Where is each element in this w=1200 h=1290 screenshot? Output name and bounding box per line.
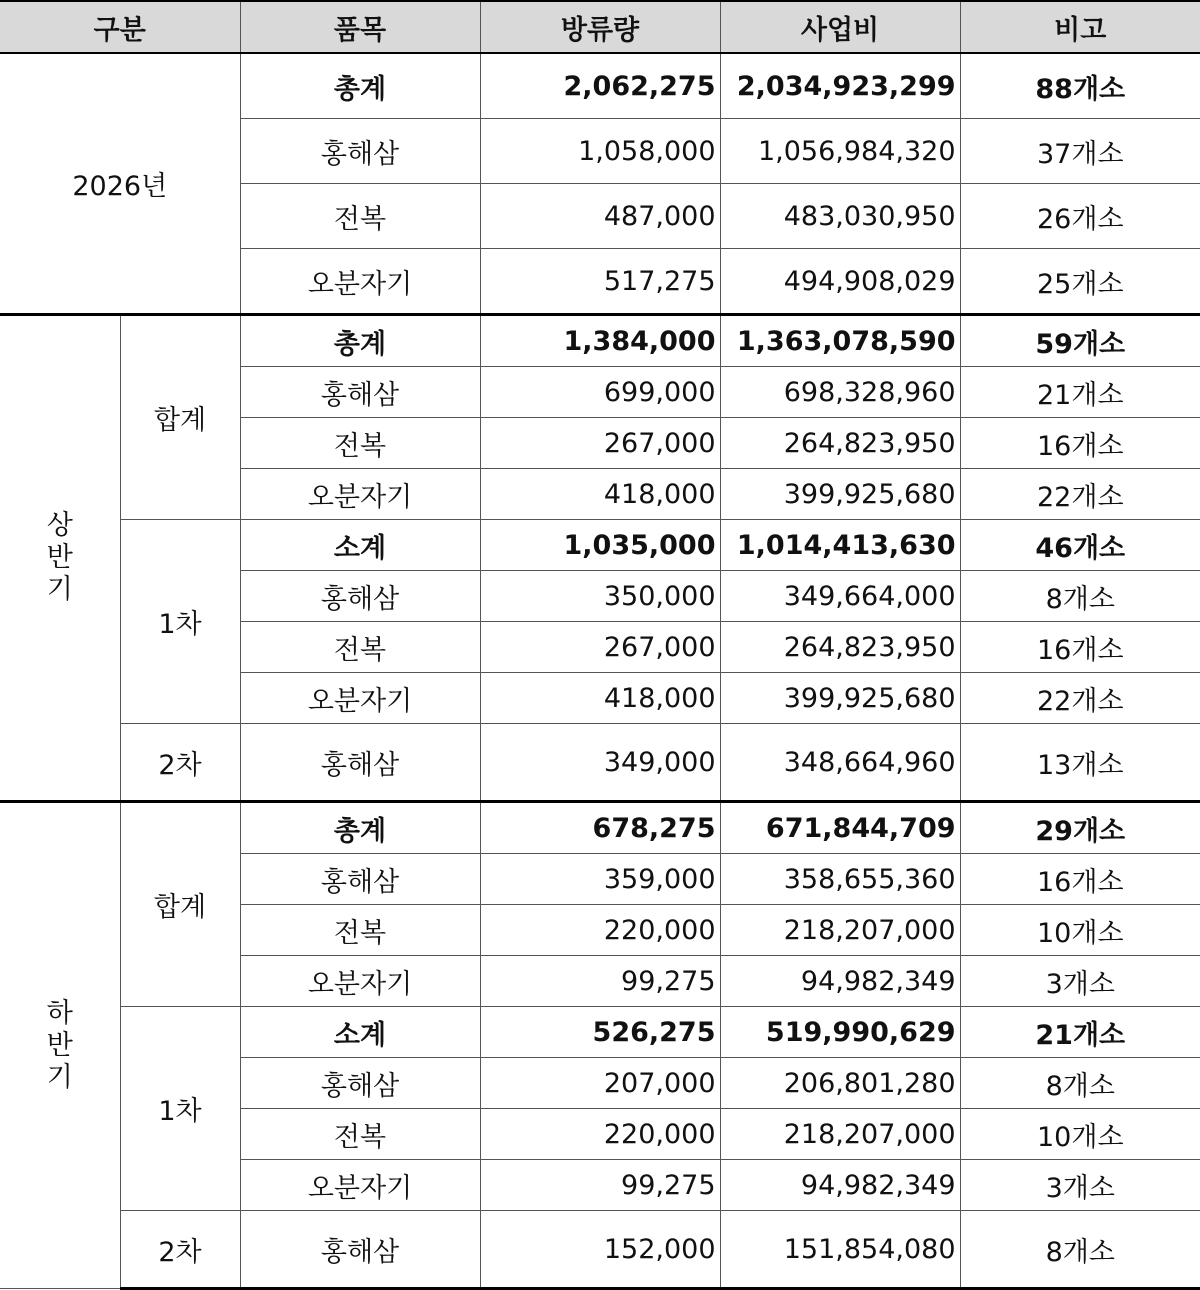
quantity-cell: 152,000 (480, 1211, 720, 1289)
quantity-cell: 349,000 (480, 724, 720, 802)
second-half-round2-label: 2차 (120, 1211, 240, 1289)
item-cell: 총계 (240, 315, 480, 367)
item-cell: 총계 (240, 53, 480, 119)
table-row (0, 724, 1200, 802)
second-half-char: 하 (46, 997, 73, 1029)
cost-cell: 494,908,029 (720, 249, 960, 315)
item-cell: 총계 (240, 802, 480, 854)
cost-cell: 1,363,078,590 (720, 315, 960, 367)
note-cell: 3개소 (960, 956, 1200, 1007)
second-half-label (0, 802, 120, 1289)
note-cell: 26개소 (960, 184, 1200, 249)
item-cell: 홍해삼 (240, 854, 480, 905)
item-cell: 홍해삼 (240, 1058, 480, 1109)
item-cell: 홍해삼 (240, 1211, 480, 1289)
cost-cell: 94,982,349 (720, 1160, 960, 1211)
quantity-cell: 220,000 (480, 1109, 720, 1160)
item-cell: 소계 (240, 520, 480, 571)
cost-cell: 151,854,080 (720, 1211, 960, 1289)
first-half-char: 기 (46, 574, 73, 605)
first-half-char: 반 (46, 542, 73, 573)
quantity-cell: 1,384,000 (480, 315, 720, 367)
cost-cell: 698,328,960 (720, 367, 960, 418)
quantity-cell: 220,000 (480, 905, 720, 956)
note-cell: 59개소 (960, 315, 1200, 367)
quantity-cell: 1,058,000 (480, 119, 720, 184)
note-cell: 16개소 (960, 622, 1200, 673)
cost-cell: 1,014,413,630 (720, 520, 960, 571)
cost-cell: 218,207,000 (720, 905, 960, 956)
item-cell: 오분자기 (240, 1160, 480, 1211)
cost-cell: 348,664,960 (720, 724, 960, 802)
note-cell: 21개소 (960, 1007, 1200, 1058)
item-cell: 홍해삼 (240, 119, 480, 184)
note-cell: 88개소 (960, 53, 1200, 119)
item-cell: 전복 (240, 905, 480, 956)
item-cell: 오분자기 (240, 469, 480, 520)
quantity-cell: 699,000 (480, 367, 720, 418)
cost-cell: 483,030,950 (720, 184, 960, 249)
header-note: 비고 (960, 1, 1200, 53)
item-cell: 오분자기 (240, 673, 480, 724)
note-cell: 8개소 (960, 1211, 1200, 1289)
note-cell: 22개소 (960, 469, 1200, 520)
item-cell: 홍해삼 (240, 571, 480, 622)
quantity-cell: 517,275 (480, 249, 720, 315)
cost-cell: 264,823,950 (720, 418, 960, 469)
cost-cell: 399,925,680 (720, 469, 960, 520)
cost-cell: 349,664,000 (720, 571, 960, 622)
quantity-cell: 207,000 (480, 1058, 720, 1109)
note-cell: 46개소 (960, 520, 1200, 571)
second-half-round1-label: 1차 (120, 1007, 240, 1211)
note-cell: 10개소 (960, 1109, 1200, 1160)
header-category: 구분 (0, 1, 240, 53)
cost-cell: 358,655,360 (720, 854, 960, 905)
first-half-round2-label: 2차 (120, 724, 240, 802)
quantity-cell: 99,275 (480, 1160, 720, 1211)
header-quantity: 방류량 (480, 1, 720, 53)
second-half-char: 기 (46, 1061, 73, 1093)
year-label: 2026년 (0, 53, 240, 315)
note-cell: 29개소 (960, 802, 1200, 854)
header-row (0, 1, 1200, 53)
table-row (0, 1211, 1200, 1289)
note-cell: 22개소 (960, 673, 1200, 724)
cost-cell: 264,823,950 (720, 622, 960, 673)
quantity-cell: 678,275 (480, 802, 720, 854)
cost-cell: 94,982,349 (720, 956, 960, 1007)
item-cell: 홍해삼 (240, 367, 480, 418)
table-row (0, 315, 1200, 367)
cost-cell: 1,056,984,320 (720, 119, 960, 184)
quantity-cell: 526,275 (480, 1007, 720, 1058)
note-cell: 13개소 (960, 724, 1200, 802)
second-half-total-label: 합계 (120, 802, 240, 1007)
item-cell: 전복 (240, 418, 480, 469)
quantity-cell: 418,000 (480, 673, 720, 724)
header-item: 품목 (240, 1, 480, 53)
table-row (0, 802, 1200, 854)
cost-cell: 519,990,629 (720, 1007, 960, 1058)
first-half-char: 상 (46, 510, 73, 541)
first-half-round1-label: 1차 (120, 520, 240, 724)
note-cell: 16개소 (960, 854, 1200, 905)
note-cell: 37개소 (960, 119, 1200, 184)
quantity-cell: 2,062,275 (480, 53, 720, 119)
header-cost: 사업비 (720, 1, 960, 53)
item-cell: 전복 (240, 184, 480, 249)
note-cell: 3개소 (960, 1160, 1200, 1211)
quantity-cell: 267,000 (480, 622, 720, 673)
note-cell: 16개소 (960, 418, 1200, 469)
table-row (0, 1007, 1200, 1058)
table-row (0, 520, 1200, 571)
cost-cell: 399,925,680 (720, 673, 960, 724)
note-cell: 10개소 (960, 905, 1200, 956)
quantity-cell: 487,000 (480, 184, 720, 249)
note-cell: 21개소 (960, 367, 1200, 418)
quantity-cell: 359,000 (480, 854, 720, 905)
item-cell: 오분자기 (240, 956, 480, 1007)
cost-cell: 206,801,280 (720, 1058, 960, 1109)
note-cell: 25개소 (960, 249, 1200, 315)
first-half-label (0, 315, 120, 802)
first-half-total-label: 합계 (120, 315, 240, 520)
quantity-cell: 418,000 (480, 469, 720, 520)
quantity-cell: 267,000 (480, 418, 720, 469)
cost-cell: 218,207,000 (720, 1109, 960, 1160)
item-cell: 홍해삼 (240, 724, 480, 802)
item-cell: 소계 (240, 1007, 480, 1058)
item-cell: 전복 (240, 622, 480, 673)
quantity-cell: 1,035,000 (480, 520, 720, 571)
second-half-char: 반 (46, 1029, 73, 1061)
note-cell: 8개소 (960, 1058, 1200, 1109)
cost-cell: 2,034,923,299 (720, 53, 960, 119)
item-cell: 전복 (240, 1109, 480, 1160)
item-cell: 오분자기 (240, 249, 480, 315)
table-row (0, 53, 1200, 119)
cost-cell: 671,844,709 (720, 802, 960, 854)
note-cell: 8개소 (960, 571, 1200, 622)
quantity-cell: 99,275 (480, 956, 720, 1007)
quantity-cell: 350,000 (480, 571, 720, 622)
